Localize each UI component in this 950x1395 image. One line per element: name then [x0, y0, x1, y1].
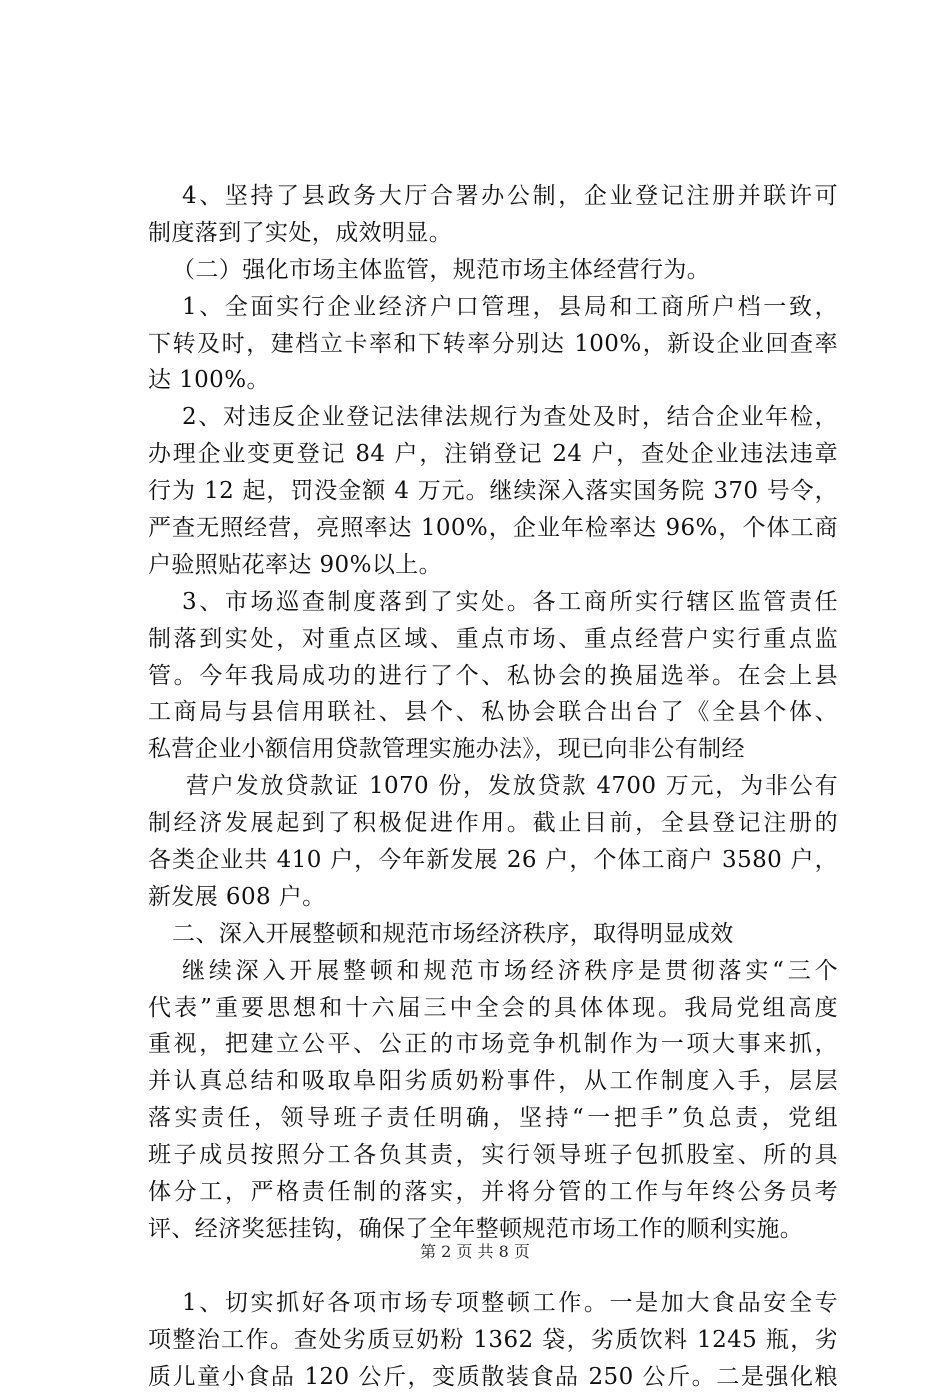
- document-body: [148, 178, 838, 1395]
- paragraph-line: 班子成员按照分工各负其责，实行领导班子包抓股室、所的具: [148, 1137, 838, 1174]
- paragraph-line: 项整治工作。查处劣质豆奶粉 1362 袋，劣质饮料 1245 瓶，劣: [148, 1322, 838, 1359]
- paragraph-line: 2、对违反企业登记法律法规行为查处及时，结合企业年检，: [148, 399, 838, 436]
- paragraph-line: 行为 12 起，罚没金额 4 万元。继续深入落实国务院 370 号令，: [148, 473, 838, 510]
- paragraph-line: 并认真总结和吸取阜阳劣质奶粉事件，从工作制度入手，层层: [148, 1063, 838, 1100]
- paragraph-line: 户验照贴花率达 90%以上。: [148, 547, 838, 584]
- paragraph-line: 办理企业变更登记 84 户，注销登记 24 户，查处企业违法违章: [148, 436, 838, 473]
- section-heading: 二、深入开展整顿和规范市场经济秩序，取得明显成效: [148, 916, 838, 953]
- paragraph-line: 1、切实抓好各项市场专项整顿工作。一是加大食品安全专: [148, 1285, 838, 1322]
- paragraph-line: 工商局与县信用联社、县个、私协会联合出台了《全县个体、: [148, 694, 838, 731]
- paragraph-line: 达 100%。: [148, 362, 838, 399]
- paragraph-line: 落实责任，领导班子责任明确，坚持“一把手”负总责，党组: [148, 1100, 838, 1137]
- paragraph-line: 私营企业小额信用贷款管理实施办法》，现已向非公有制经: [148, 731, 838, 768]
- paragraph-line: 体分工，严格责任制的落实，并将分管的工作与年终公务员考: [148, 1174, 838, 1211]
- paragraph-line: 质儿童小食品 120 公斤，变质散装食品 250 公斤。二是强化粮: [148, 1359, 838, 1395]
- paragraph-line: 评、经济奖惩挂钩，确保了全年整顿规范市场工作的顺利实施。: [148, 1211, 838, 1248]
- paragraph-line: 制经济发展起到了积极促进作用。截止目前，全县登记注册的: [148, 805, 838, 842]
- paragraph-line: 下转及时，建档立卡率和下转率分别达 100%，新设企业回查率: [148, 326, 838, 363]
- section-heading: （二）强化市场主体监管，规范市场主体经营行为。: [148, 252, 838, 289]
- paragraph-line: 1、全面实行企业经济户口管理，县局和工商所户档一致，: [148, 289, 838, 326]
- paragraph-line: 各类企业共 410 户，今年新发展 26 户，个体工商户 3580 户，: [148, 842, 838, 879]
- paragraph-line: 制度落到了实处，成效明显。: [148, 215, 838, 252]
- paragraph-line: 新发展 608 户。: [148, 879, 838, 916]
- paragraph-line: 4、坚持了县政务大厅合署办公制，企业登记注册并联许可: [148, 178, 838, 215]
- paragraph-line: 严查无照经营，亮照率达 100%，企业年检率达 96%，个体工商: [148, 510, 838, 547]
- paragraph-line: 重视，把建立公平、公正的市场竞争机制作为一项大事来抓，: [148, 1026, 838, 1063]
- page-footer: 第 2 页 共 8 页: [0, 1242, 950, 1262]
- paragraph-line: 管。今年我局成功的进行了个、私协会的换届选举。在会上县: [148, 658, 838, 695]
- paragraph-line: 营户发放贷款证 1070 份，发放贷款 4700 万元，为非公有: [148, 768, 838, 805]
- paragraph-line: 代表”重要思想和十六届三中全会的具体体现。我局党组高度: [148, 990, 838, 1027]
- paragraph-line: 制落到实处，对重点区域、重点市场、重点经营户实行重点监: [148, 621, 838, 658]
- paragraph-line: 3、市场巡查制度落到了实处。各工商所实行辖区监管责任: [148, 584, 838, 621]
- paragraph-line: 继续深入开展整顿和规范市场经济秩序是贯彻落实“三个: [148, 953, 838, 990]
